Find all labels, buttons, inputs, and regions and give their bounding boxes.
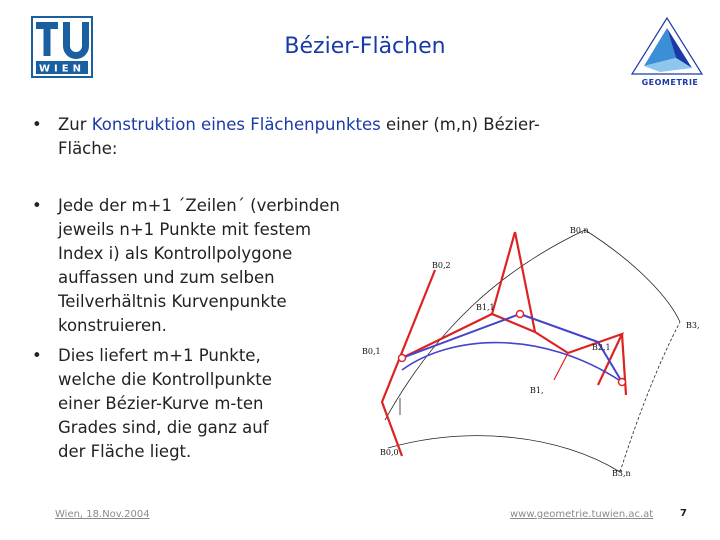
- bullet-line: auffassen und zum selben: [58, 268, 275, 287]
- page-title: Bézier-Flächen: [284, 34, 446, 59]
- bullet-line: [58, 113, 678, 137]
- svg-text:WIEN: WIEN: [39, 63, 85, 75]
- footer-url-link[interactable]: www.geometrie.tuwien.ac.at: [510, 509, 654, 520]
- bezier-curve: [402, 343, 622, 382]
- bullet-dot: •: [32, 346, 42, 365]
- interpolated-polygon: [402, 314, 622, 382]
- control-polygon: [382, 270, 435, 456]
- bullet-text: einer (m,n) Bézier-: [380, 115, 540, 134]
- bullet-dot: •: [32, 115, 42, 134]
- label-b00: B0,0: [380, 448, 399, 457]
- curve-point: [619, 379, 626, 386]
- label-b11: B1,1: [476, 303, 495, 312]
- label-b01: B0,1: [362, 347, 381, 356]
- bullet-dot: •: [32, 196, 42, 215]
- label-b0n: B0,n: [570, 226, 589, 235]
- bullet-result: [32, 344, 358, 464]
- construction-line: [554, 353, 568, 380]
- bullet-line: Dies liefert m+1 Punkte,: [58, 346, 261, 365]
- label-b02: B0,2: [432, 261, 451, 270]
- label-b21: B2,1: [592, 343, 611, 352]
- bullet-line: konstruieren.: [58, 316, 167, 335]
- bullet-line: Index i) als Kontrollpolygone: [58, 244, 293, 263]
- surface-edge-right: [585, 230, 680, 322]
- page-number: 7: [680, 508, 687, 519]
- label-b3n: B3,n: [612, 469, 631, 478]
- bullet-line: Grades sind, die ganz auf: [58, 418, 269, 437]
- bullet-line: Teilverhältnis Kurvenpunkte: [58, 292, 287, 311]
- highlight-text: Konstruktion eines Flächenpunktes: [91, 115, 381, 134]
- bullet-line: der Fläche liegt.: [58, 442, 192, 461]
- label-b3x: B3,: [686, 321, 700, 330]
- bullet-line: Jede der m+1 ´Zeilen´ (verbinden: [58, 196, 340, 215]
- bullet-text: Zur: [58, 115, 92, 134]
- bullet-line: Fläche:: [58, 139, 118, 158]
- label-b1x: B1,: [530, 386, 544, 395]
- bezier-surface-diagram: [340, 210, 710, 482]
- bullet-construction: [32, 113, 678, 161]
- footer-date: Wien, 18.Nov.2004: [55, 509, 150, 520]
- geometrie-label: GEOMETRIE: [641, 78, 699, 87]
- surface-edge-top: [385, 230, 585, 420]
- curve-point: [517, 311, 524, 318]
- control-polygon: [515, 232, 568, 353]
- bullet-line: jeweils n+1 Punkte mit festem: [58, 220, 312, 239]
- bullet-line: welche die Kontrollpunkte: [58, 370, 272, 389]
- bullet-line: einer Bézier-Kurve m-ten: [58, 394, 264, 413]
- surface-edge-corner: [620, 322, 680, 472]
- surface-edge-bottom: [388, 436, 620, 472]
- curve-point: [399, 355, 406, 362]
